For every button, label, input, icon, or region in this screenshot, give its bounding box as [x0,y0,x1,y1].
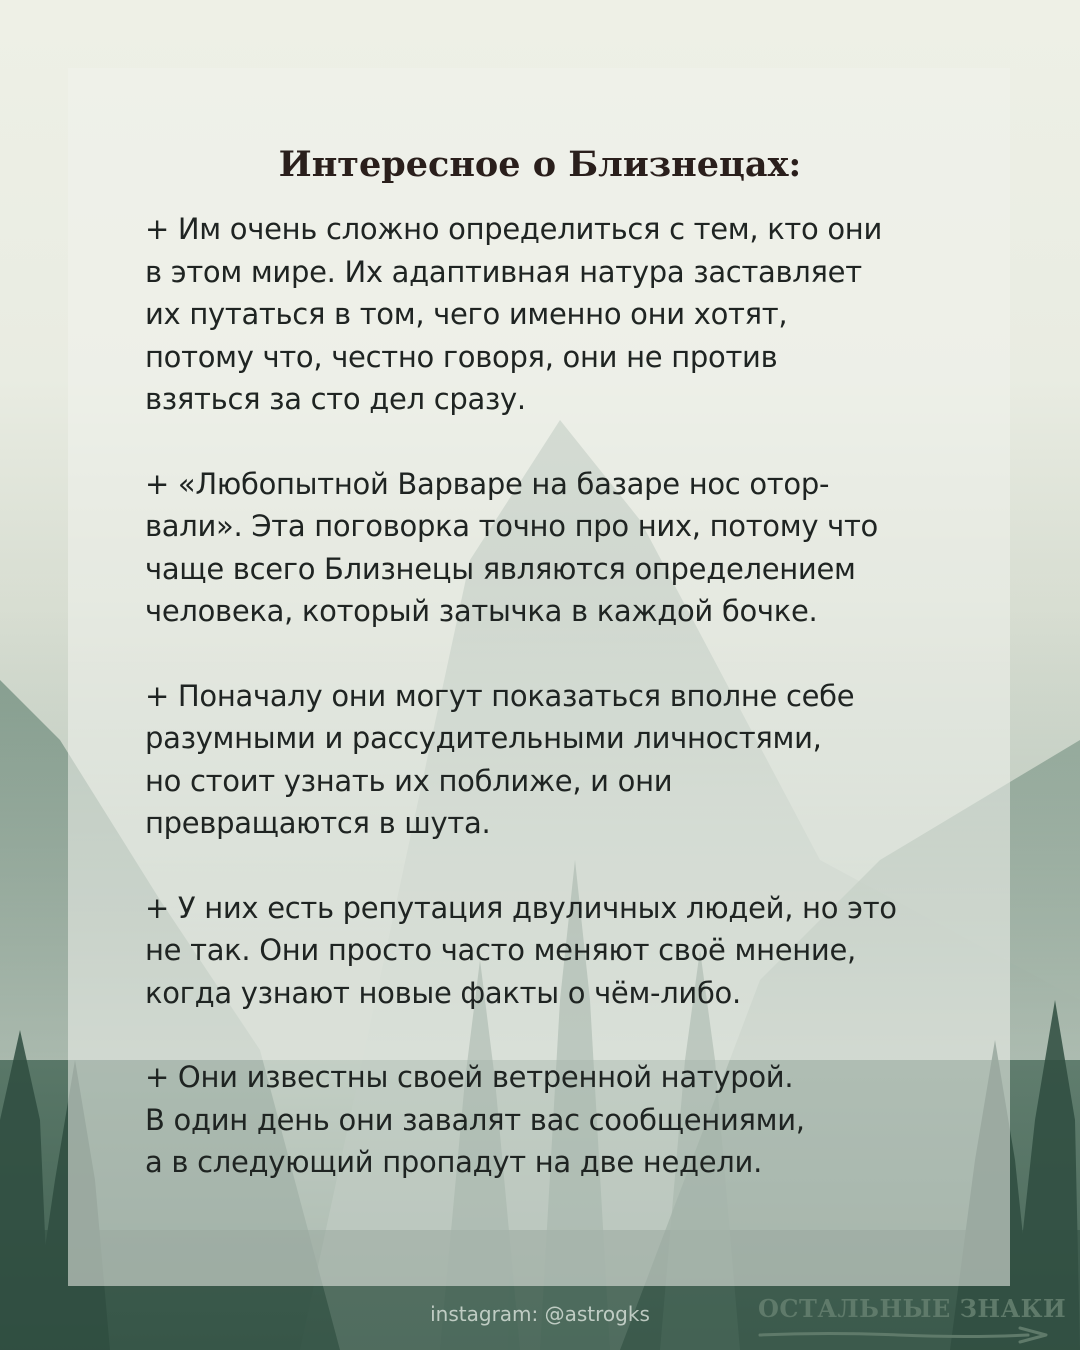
page-title: Интересное о Близнецах: [278,144,802,185]
fact-line: в этом мире. Их адаптивная натура заставляет [145,254,862,289]
other-signs-link[interactable] [758,1290,1067,1346]
fact-line: не так. Они просто часто меняют своё мнение, [145,933,856,967]
fact-item [145,675,975,845]
other-signs-label: ОСТАЛЬНЫЕ ЗНАКИ [758,1294,1067,1323]
facts-list [145,208,975,1226]
fact-line: + Им очень сложно определиться с тем, кто они [145,212,883,246]
fact-line: когда узнают новые факты о чём-либо. [145,975,741,1010]
fact-item [145,1056,975,1184]
fact-line: + «Любопытной Варваре на базаре нос отор- [145,466,830,501]
fact-item [145,208,975,421]
fact-line: потому что, честно говоря, они не против [145,339,778,374]
fact-line: превращаются в шута. [145,806,491,840]
fact-line: человека, который затычка в каждой бочке. [145,594,818,628]
fact-line: + Поначалу они могут показаться вполне себе [145,678,855,713]
fact-line: но стоит узнать их поближе, и они [145,763,673,798]
fact-line: разумными и рассудительными личностями, [145,721,822,755]
fact-line: чаще всего Близнецы являются определением [145,551,856,586]
fact-item [145,887,975,1015]
fact-line: вали». Эта поговорка точно про них, потому что [145,509,878,543]
fact-line: а в следующий пропадут на две недели. [145,1145,762,1179]
fact-line: + У них есть репутация двуличных людей, но это [145,890,897,925]
fact-line: их путаться в том, чего именно они хотят, [145,297,788,331]
fact-line: взяться за сто дел сразу. [145,382,526,416]
fact-line: В один день они завалят вас сообщениями, [145,1102,805,1137]
fact-item [145,463,975,633]
instagram-handle: instagram: @astrogks [430,1302,650,1326]
arrow-right-icon [758,1326,1050,1344]
fact-line: + Они известны своей ветренной натурой. [145,1060,794,1094]
